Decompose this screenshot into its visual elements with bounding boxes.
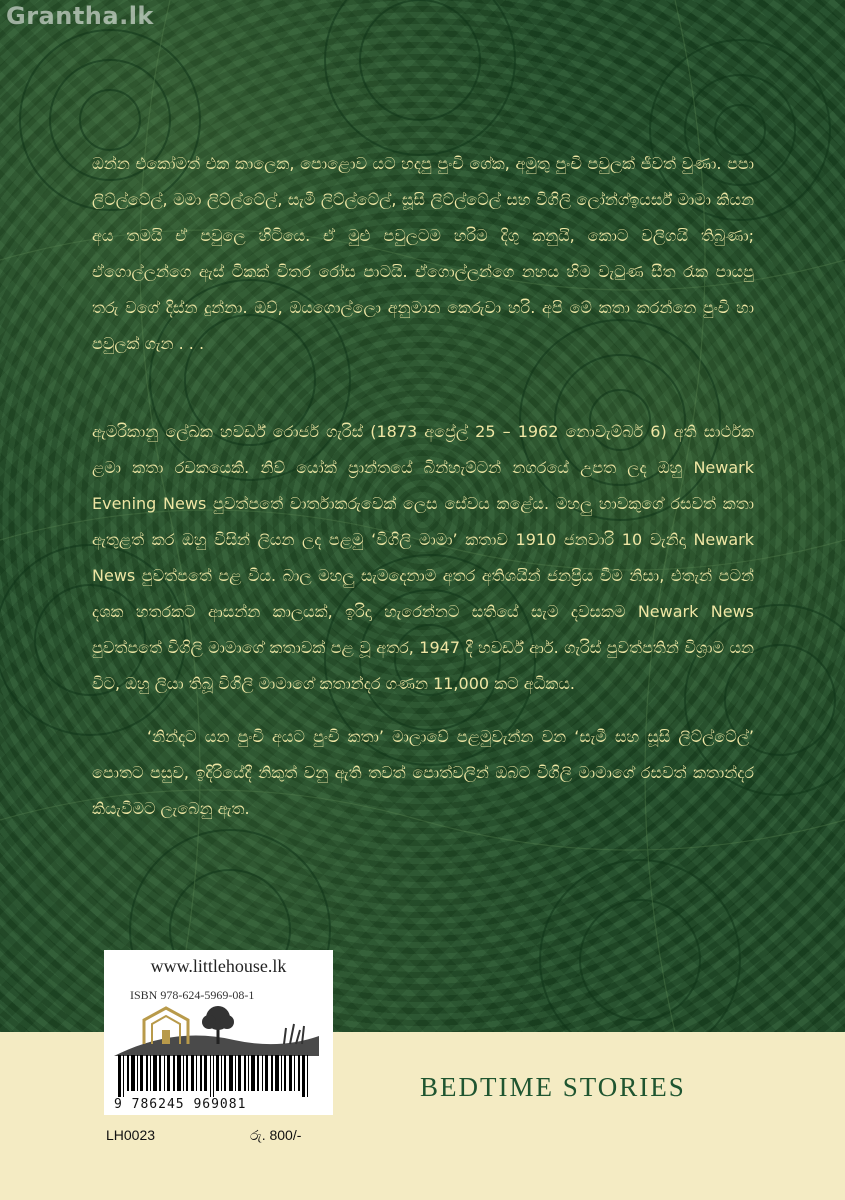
barcode-icon [118,1055,318,1097]
series-title: BEDTIME STORIES [420,1072,686,1102]
book-code: LH0023 [106,1127,156,1143]
publisher-website: www.littlehouse.lk [150,956,287,976]
isbn-text: ISBN 978-624-5969-08-1 [130,988,255,1002]
barcode-panel [104,950,333,1115]
watermark: Grantha.lk [6,2,154,30]
publisher-logo-icon [114,1004,319,1056]
author-bio-paragraph: ඇමරිකානු ලේඛක හවර්ඩ් රොජර් ගැරිස් (1873 අප්‍රේල් 25 – 1962 නොවැම්බර් 6) අති සාර්ථක ළමා කතා රචකයෙකි. නිව් යෝක් ප්‍රාන්තයේ බින්හැම්ටන් නගරයේ උපත ලද ඔහු Newark Evening News පුවත්පතේ වාර්තාකරුවෙක් ලෙස සේවය කළේය. මහලු හාවකුගේ රසවත් කතා ඇතුළත් කර ඔහු විසින් ලියන ලද පළමු ‘විගිලි මාමා’ කතාව 1910 ජනවාරි 10 වැනිදා Newark News පුවත්පතේ පළ වීය. බාල මහලු සැමදෙනාම අතර අතිශයින් ජනප්‍රිය වීම නිසා, එතැන් පටන් දශක හතරකට ආසන්න කාලයක්, ඉරිදා හැරෙන්නට සතියේ සැම දවසකම Newark News පුවත්පතේ විගිලි මාමාගේ කතාවක් පළ වූ අතර, 1947 දී හවර්ඩ් ආර්. ගැරිස් පුවත්පතින් විශ්‍රාම යන විට, ඔහු ලියා තිබූ විගිලි මාමාගේ කතාන්දර ගණන 11,000 කට අධිකය. [92,422,754,693]
series-note-paragraph: ‘නින්දට යන පුංචි අයට පුංචි කතා’ මාලාවේ පළමුවැන්න වන ‘සැමී සහ සූසි ලිට්ල්ටේල්’ පොතට පසුව, ඉදිරියේදී නිකුත් වනු ඇති තවත් පොත්වලින් ඔබට විගිලි මාමාගේ රසවත් කතාන්දර කියැවීමට ලැබෙනු ඇත. [92,727,754,818]
barcode-number: 9 786245 969081 [114,1097,247,1112]
price-label: රු. 800/- [250,1127,302,1143]
story-intro-paragraph: ඔන්න එකෝමත් එක කාලෙක, පොළොව යට හදපු පුංචි ගේක, අමුතු පුංචි පවුලක් ජීවත් වුණා. පපා ලිට්ල්ටේල්, මමා ලිට්ල්ටේල්, සැමී ලිට්ල්ටේල්, සූසි ලිට්ල්ටේල් සහ විගිලි ලෝන්ග්ඉයර්ස් මාමා කියන අය තමයි ඒ පවුලෙ හිටියෙ. ඒ මුළු පවුලටම හරිම දිගු කනුයි, කොට වලිගයි තිබුණා; ඒගොල්ලන්ගෙ ඇස් ටිකක් විතර රෝස පාටයි. ඒගොල්ලන්ගෙ නහය හිම වැටුණ සීත රෑක පායපු තරු වගේ දිස්න දුන්නා. ඔව්, ඔයගොල්ලො අනුමාන කෙරුවා හරි. අපි මේ කතා කරන්නෙ පුංචි හා පවුලක් ගැන . . . [92,154,754,353]
